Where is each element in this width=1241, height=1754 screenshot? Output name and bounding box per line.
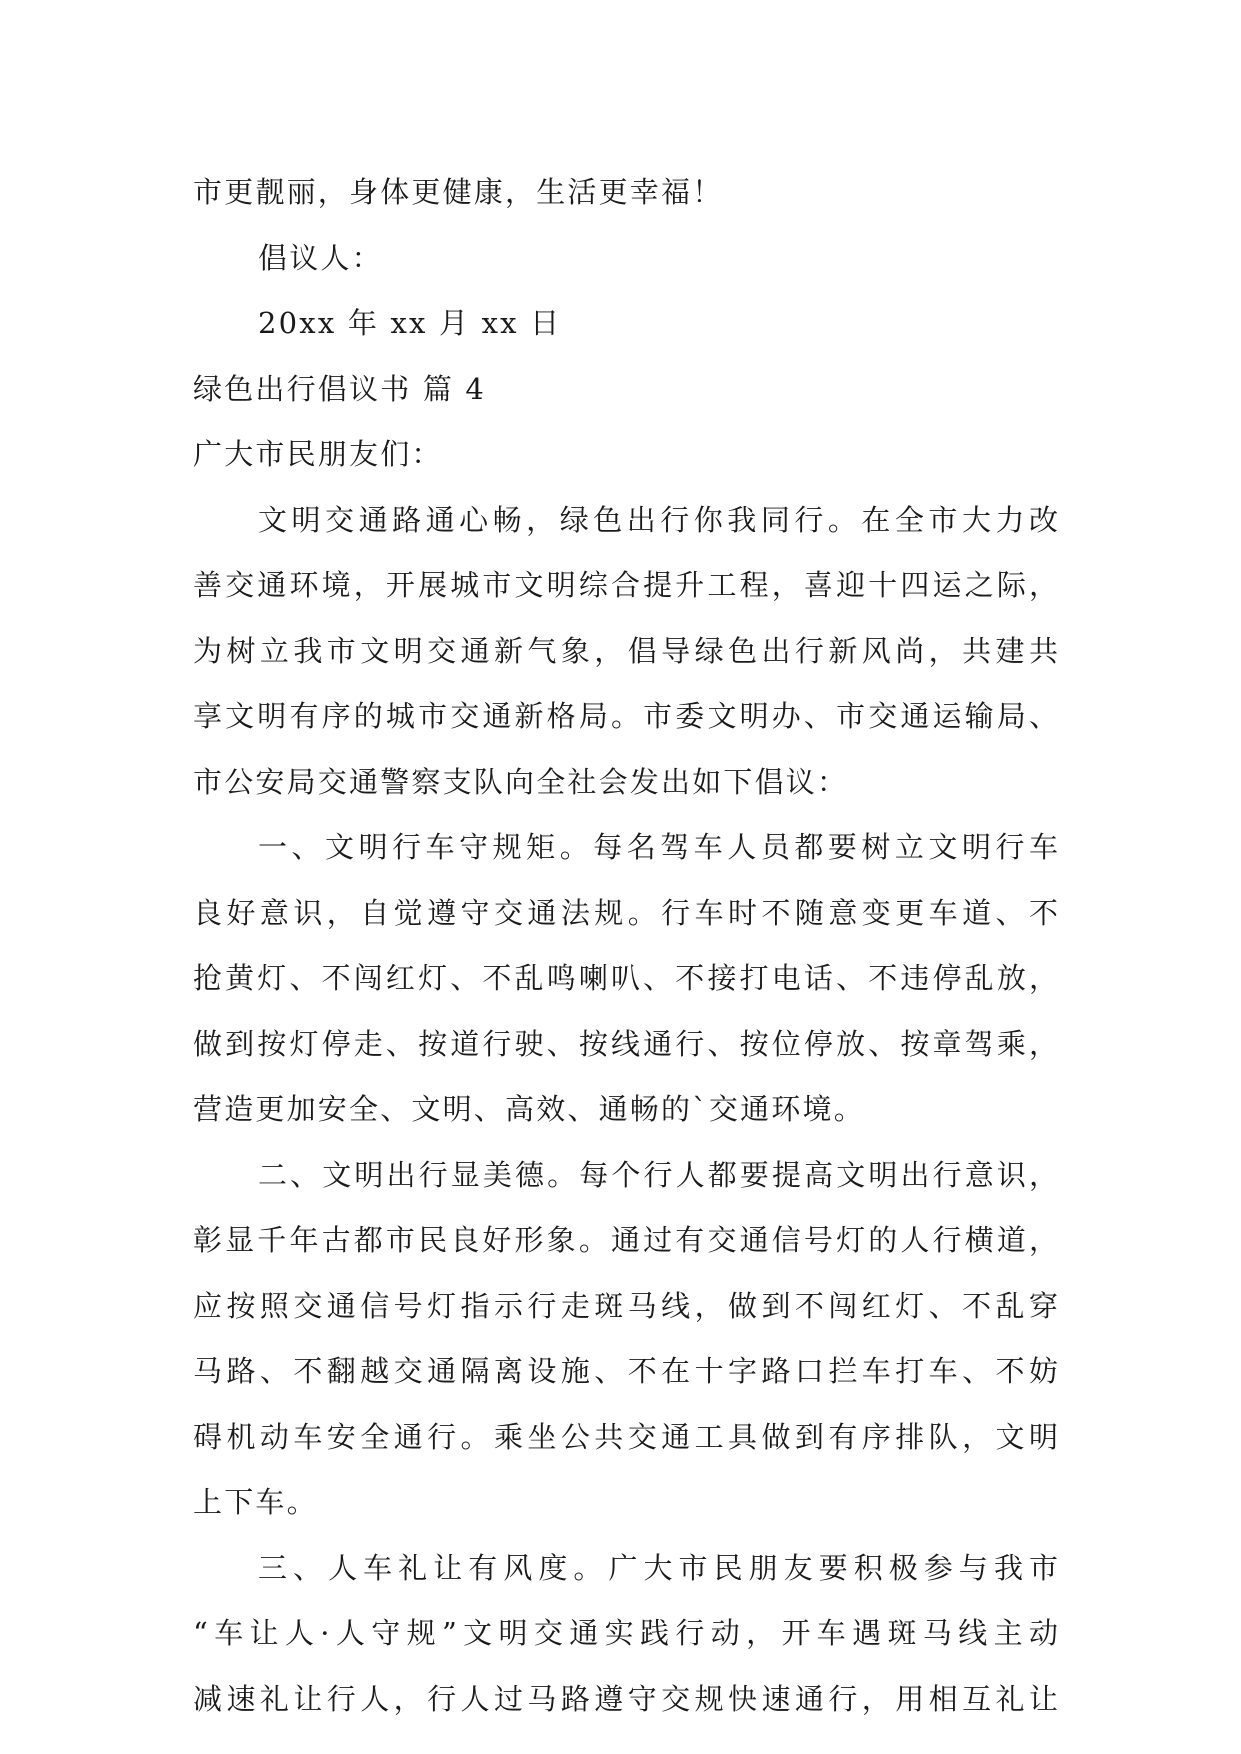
paragraph-line: 营造更加安全、文明、高效、通畅的`交通环境。: [193, 1092, 865, 1126]
date-line: 20xx 年 xx 月 xx 日: [258, 306, 562, 340]
paragraph-line: 文明交通路通心畅，绿色出行你我同行。在全市大力改: [258, 502, 1058, 537]
document-body: [193, 160, 1058, 1732]
paragraph-line: 上下车。: [193, 1485, 318, 1519]
paragraph-line: 享文明有序的城市交通新格局。市委文明办、市交通运输局、: [193, 699, 1058, 733]
text-line: 市更靓丽，身体更健康，生活更幸福！: [193, 175, 724, 209]
paragraph-line: 三、人车礼让有风度。广大市民朋友要积极参与我市: [258, 1550, 1058, 1585]
paragraph-line: 为树立我市文明交通新气象，倡导绿色出行新风尚，共建共: [193, 633, 1058, 668]
paragraph-line: 马路、不翻越交通隔离设施、不在十字路口拦车打车、不妨: [193, 1354, 1058, 1388]
paragraph-line: 一、文明行车守规矩。每名驾车人员都要树立文明行车: [258, 830, 1058, 864]
paragraph-line: 应按照交通信号灯指示行走斑马线，做到不闯红灯、不乱穿: [193, 1288, 1058, 1323]
paragraph-line: 彰显千年古都市民良好形象。通过有交通信号灯的人行横道，: [193, 1223, 1058, 1257]
section-title: 绿色出行倡议书 篇 4: [193, 371, 487, 406]
paragraph-line: 碍机动车安全通行。乘坐公共交通工具做到有序排队，文明: [193, 1419, 1058, 1454]
paragraph-line: 良好意识，自觉遵守交通法规。行车时不随意变更车道、不: [193, 895, 1058, 930]
paragraph-line: 做到按灯停走、按道行驶、按线通行、按位停放、按章驾乘，: [193, 1026, 1058, 1061]
paragraph-line: 市公安局交通警察支队向全社会发出如下倡议：: [193, 764, 849, 799]
paragraph-line: 二、文明出行显美德。每个行人都要提高文明出行意识，: [258, 1157, 1058, 1192]
paragraph-line: 减速礼让行人，行人过马路遵守交规快速通行，用相互礼让: [193, 1681, 1058, 1716]
salutation: 广大市民朋友们：: [193, 437, 443, 471]
paragraph-line: 抢黄灯、不闯红灯、不乱鸣喇叭、不接打电话、不违停乱放，: [193, 961, 1058, 995]
paragraph-line: 善交通环境，开展城市文明综合提升工程，喜迎十四运之际，: [193, 568, 1058, 602]
signatory-label: 倡议人：: [258, 240, 383, 275]
paragraph-line: “车让人·人守规”文明交通实践行动，开车遇斑马线主动: [193, 1616, 1058, 1650]
